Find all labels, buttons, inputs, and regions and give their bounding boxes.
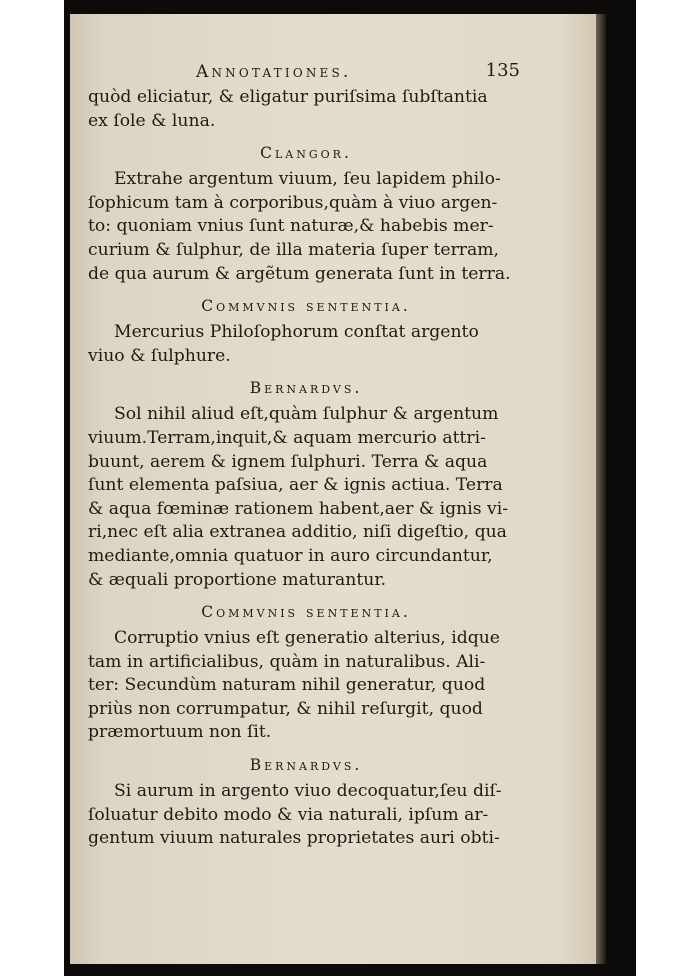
text-line: priùs non corrumpatur, & nihil reſurgit, quod xyxy=(88,698,483,719)
text-line: viuum.Terram,inquit,& aquam mercurio attri- xyxy=(88,427,486,448)
text-line: gentum viuum naturales proprietates auri obti- xyxy=(88,828,500,849)
section-communis-sententia-2 xyxy=(88,598,524,745)
text-line: ter: Secundùm naturam nihil generatur, quod xyxy=(88,675,486,696)
section-communis-sententia-1 xyxy=(88,292,524,368)
text-line: Sol nihil aliud eſt,quàm ſulphur & argentum xyxy=(114,404,499,425)
section-clangor xyxy=(88,139,524,286)
text-line: Corruptio vnius eſt generatio alterius, idque xyxy=(114,628,500,649)
text-line: Mercurius Philoſophorum conſtat argento xyxy=(114,322,479,343)
running-head xyxy=(88,56,524,86)
text-line: to: quoniam vnius ſunt naturæ,& habebis mer- xyxy=(88,216,494,237)
text-line: præmortuum non ſit. xyxy=(88,722,272,743)
section-heading: Bernardvs. xyxy=(249,756,363,775)
text-line: ſophicum tam à corporibus,quàm à viuo argen- xyxy=(88,192,498,213)
text-line: buunt, aerem & ignem ſulphuri. Terra & aqua xyxy=(88,451,488,472)
section-bernardus-2 xyxy=(88,751,524,851)
text-line: & æquali proportione maturantur. xyxy=(88,569,387,590)
text-line: de qua aurum & argẽtum generata ſunt in terra. xyxy=(88,263,511,284)
page-number: 135 xyxy=(485,60,520,81)
section-heading: Commvnis sententia. xyxy=(201,603,411,622)
text-line: & aqua fœminæ rationem habent,aer & ignis vi- xyxy=(88,498,509,519)
text-line: ex ſole & luna. xyxy=(88,110,216,131)
page-edge-shadow xyxy=(596,14,606,964)
text-line: viuo & ſulphure. xyxy=(88,345,231,366)
text-line: ri,nec eſt alia extranea additio, niſi digeſtio, qua xyxy=(88,522,507,543)
text-line: curium & ſulphur, de illa materia ſuper terram, xyxy=(88,239,500,260)
text-line: ſoluatur debito modo & via naturali, ipſum ar- xyxy=(88,804,489,825)
text-line: mediante,omnia quatuor in auro circundantur, xyxy=(88,545,493,566)
text-line: quòd eliciatur, & eligatur puriſsima ſubſtantia xyxy=(88,87,488,107)
section-bernardus-1 xyxy=(88,374,524,592)
section-heading: Clangor. xyxy=(260,144,352,163)
section-heading: Commvnis sententia. xyxy=(201,297,411,316)
text-line: ſunt elementa paſsiua, aer & ignis actiua. Terra xyxy=(88,475,503,496)
text-line: Si aurum in argento viuo decoquatur,ſeu diſ- xyxy=(114,781,502,802)
section-heading: Bernardvs. xyxy=(249,379,363,398)
running-title: Annotationes. xyxy=(196,62,352,82)
page-text xyxy=(88,56,524,851)
text-line: Extrahe argentum viuum, ſeu lapidem philo- xyxy=(114,169,501,190)
text-line: tam in artificialibus, quàm in naturalibus. Ali- xyxy=(88,651,486,672)
